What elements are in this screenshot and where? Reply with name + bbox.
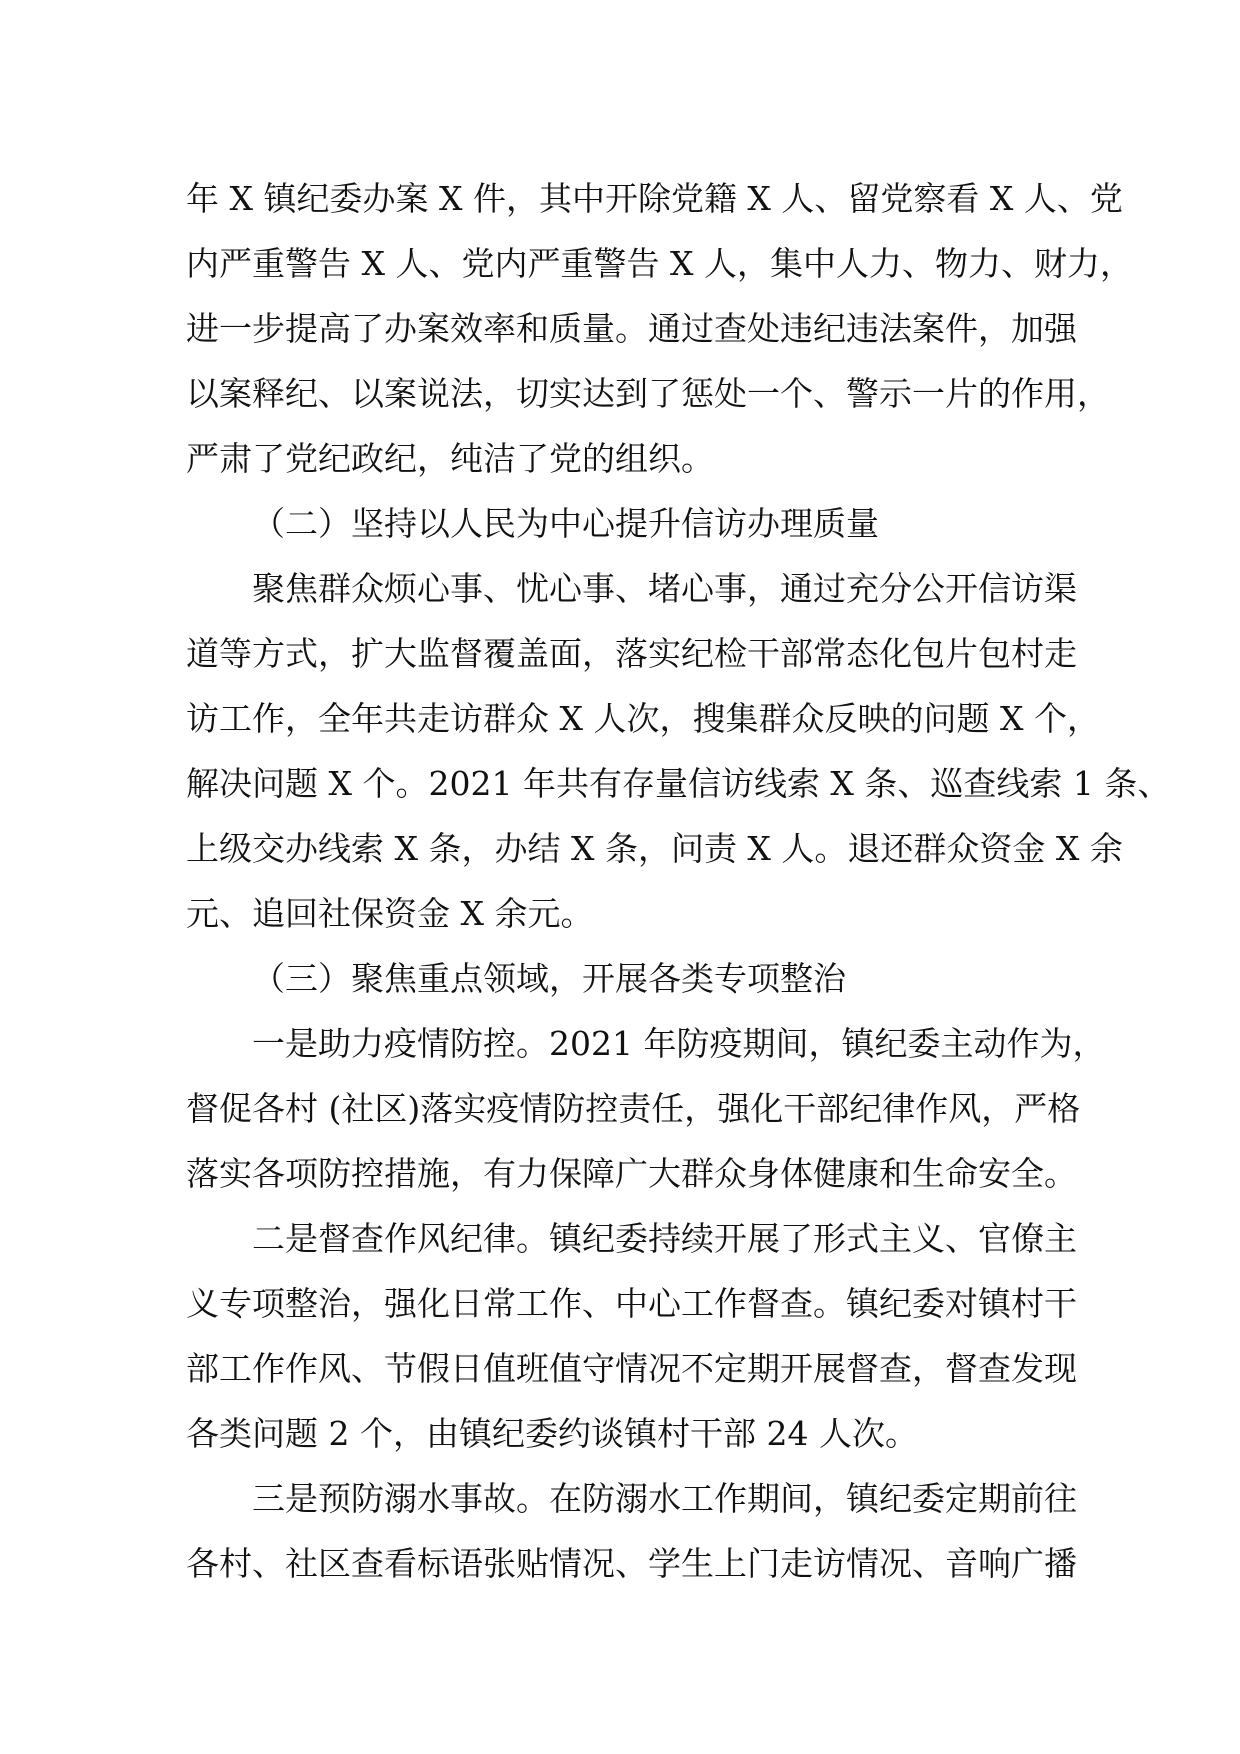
- section-heading-2: （二）坚持以人民为中心提升信访办理质量: [252, 504, 879, 543]
- body-line: 元、追回社保资金 X 余元。: [186, 894, 594, 933]
- body-line: 部工作作风、节假日值班值守情况不定期开展督查，督查发现: [186, 1349, 1077, 1388]
- paragraph-start-line: 二是督查作风纪律。镇纪委持续开展了形式主义、官僚主: [252, 1219, 1077, 1258]
- paragraph-start-line: 三是预防溺水事故。在防溺水工作期间，镇纪委定期前往: [252, 1479, 1077, 1518]
- body-line: 义专项整治，强化日常工作、中心工作督查。镇纪委对镇村干: [186, 1284, 1077, 1323]
- body-line: 以案释纪、以案说法，切实达到了惩处一个、警示一片的作用，: [186, 374, 1110, 413]
- body-line: 访工作，全年共走访群众 X 人次，搜集群众反映的问题 X 个，: [186, 699, 1100, 738]
- document-body: [186, 166, 1171, 1596]
- body-line: 道等方式，扩大监督覆盖面，落实纪检干部常态化包片包村走: [186, 634, 1077, 673]
- section-heading-3: （三）聚焦重点领域，开展各类专项整治: [252, 959, 846, 998]
- paragraph-start-line: 一是助力疫情防控。2021 年防疫期间，镇纪委主动作为，: [252, 1024, 1106, 1063]
- body-line: 各类问题 2 个，由镇纪委约谈镇村干部 24 人次。: [186, 1414, 918, 1453]
- body-line: 督促各村 (社区)落实疫情防控责任，强化干部纪律作风，严格: [186, 1089, 1081, 1128]
- paragraph-start-line: 聚焦群众烦心事、忧心事、堵心事，通过充分公开信访渠: [252, 569, 1077, 608]
- body-line: 上级交办线索 X 条，办结 X 条，问责 X 人。退还群众资金 X 余: [186, 829, 1123, 868]
- body-line: 严肃了党纪政纪，纯洁了党的组织。: [186, 439, 714, 478]
- body-line: 解决问题 X 个。2021 年共有存量信访线索 X 条、巡查线索 1 条、: [186, 764, 1171, 803]
- body-line: 年 X 镇纪委办案 X 件，其中开除党籍 X 人、留党察看 X 人、党: [186, 179, 1123, 218]
- body-line: 进一步提高了办案效率和质量。通过查处违纪违法案件，加强: [186, 309, 1077, 348]
- body-line: 内严重警告 X 人、党内严重警告 X 人，集中人力、物力、财力，: [186, 244, 1133, 283]
- body-line: 各村、社区查看标语张贴情况、学生上门走访情况、音响广播: [186, 1544, 1077, 1583]
- body-line: 落实各项防控措施，有力保障广大群众身体健康和生命安全。: [186, 1154, 1077, 1193]
